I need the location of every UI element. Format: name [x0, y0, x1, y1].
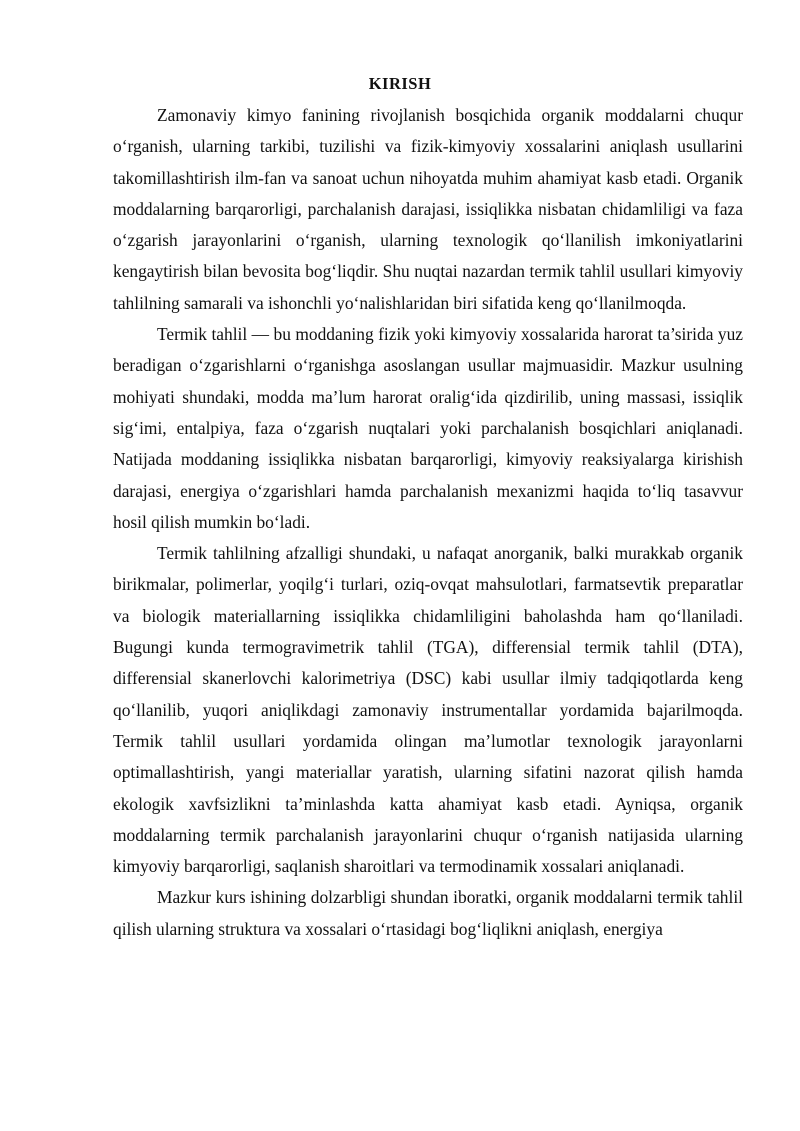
body-text: [113, 100, 743, 945]
page-title: KIRISH: [368, 74, 432, 93]
paragraph-1: Zamonaviy kimyo fanining rivojlanish bosqichida organik moddalarni chuqur o‘rganish, ularning tarkibi, tuzilishi va fizik-kimyoviy xossalarini aniqlash usullarini takomillashtirish ilm-fan va sanoat uchun nihoyatda muhim ahamiyat kasb etadi. Organik moddalarning barqarorligi, parchalanish darajasi, issiqlikka nisbatan chidamliligi va faza o‘zgarish jarayonlarini o‘rganish, ularning texnologik qo‘llanilish imkoniyatlarini kengaytirish bilan bevosita bog‘liqdir. Shu nuqtai nazardan termik tahlil usullari kimyoviy tahlilning samarali va ishonchli yo‘nalishlaridan biri sifatida keng qo‘llanilmoqda.: [113, 105, 743, 313]
paragraph-2: Termik tahlil — bu moddaning fizik yoki kimyoviy xossalarida harorat ta’sirida yuz beradigan o‘zgarishlarni o‘rganishga asoslangan usullar majmuasidir. Mazkur usulning mohiyati shundaki, modda ma’lum harorat oralig‘ida qizdirilib, uning massasi, issiqlik sig‘imi, entalpiya, faza o‘zgarish nuqtalari yoki parchalanish bosqichlari aniqlanadi. Natijada moddaning issiqlikka nisbatan barqarorligi, kimyoviy reaksiyalarga kirishish darajasi, energiya o‘zgarishlari hamda parchalanish mexanizmi haqida to‘liq tasavvur hosil qilish mumkin bo‘ladi.: [113, 324, 743, 532]
paragraph-4: Mazkur kurs ishining dolzarbligi shundan iboratki, organik moddalarni termik tahlil qilish ularning struktura va xossalari o‘rtasidagi bog‘liqlikni aniqlash, energiya: [113, 887, 743, 939]
paragraph-3: Termik tahlilning afzalligi shundaki, u nafaqat anorganik, balki murakkab organik birikmalar, polimerlar, yoqilg‘i turlari, oziq-ovqat mahsulotlari, farmatsevtik preparatlar va biologik materiallarning issiqlikka chidamliligini baholashda ham qo‘llaniladi. Bugungi kunda termogravimetrik tahlil (TGA), differensial termik tahlil (DTA), differensial skanerlovchi kalorimetriya (DSC) kabi usullar ilmiy tadqiqotlarda keng qo‘llanilib, yuqori aniqlikdagi zamonaviy instrumentallar yordamida bajarilmoqda. Termik tahlil usullari yordamida olingan ma’lumotlar texnologik jarayonlarni optimallashtirish, yangi materiallar yaratish, ularning sifatini nazorat qilish hamda ekologik xavfsizlikni ta’minlashda katta ahamiyat kasb etadi. Ayniqsa, organik moddalarning termik parchalanish jarayonlarini chuqur o‘rganish natijasida ularning kimyoviy barqarorligi, saqlanish sharoitlari va termodinamik xossalari aniqlanadi.: [113, 543, 743, 877]
